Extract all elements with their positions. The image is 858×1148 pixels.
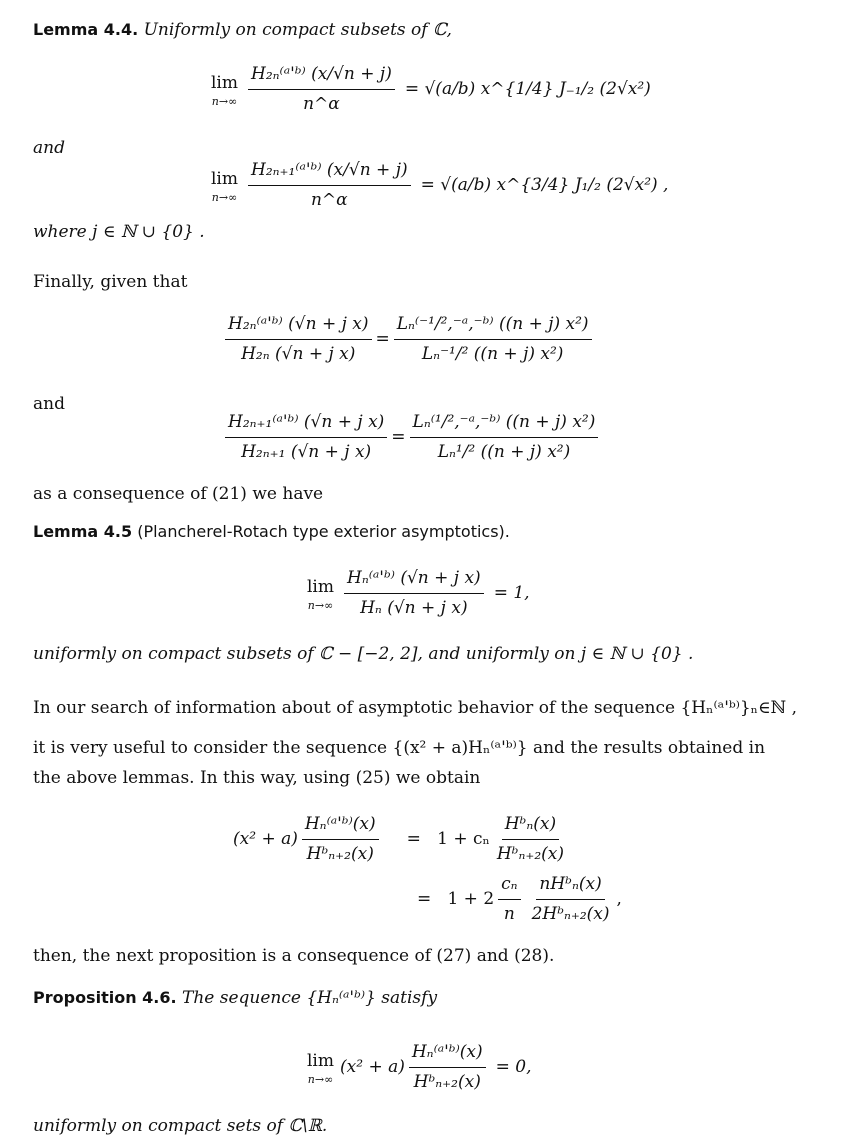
fraction: $\frac{\text{Hₙ⁽ᵃ'ᵇ⁾ (√n + j x)}}{\text{Hₙ (√n + j x)}}$ <box>344 566 484 620</box>
lemma-4-4-heading: Lemma 4.4. <box>33 20 139 39</box>
equation-rhs: = √(a/b) x^{1/4} J₋₁/₂ (2√x²) <box>404 78 651 99</box>
discussion-line-3: the above lemmas. In this way, using (25) we obtain <box>33 768 481 788</box>
fraction: $\frac{\text{Hₙ⁽ᵃ'ᵇ⁾(x)}}{\text{Hᵇₙ₊₂(x)}}$ <box>409 1040 486 1094</box>
lemma-4-5-title: (Plancherel-Rotach type exterior asymptotics). <box>132 522 510 541</box>
where-clause: where j ∈ ℕ ∪ {0} . <box>33 222 205 242</box>
fraction-left: $\frac{\text{H₂ₙ₊₁⁽ᵃ'ᵇ⁾ (√n + j x)}}{\text{H₂ₙ₊₁ (√n + j x)}}$ <box>225 410 387 464</box>
limit-operator: lim n→∞ <box>211 169 238 204</box>
equation-lemma-4-4-even <box>211 62 651 116</box>
equation-aligned-row-2: = 1 + 2 $\frac{\text{cₙ}}{n}$ $\frac{\text{nHᵇₙ(x)}}{\text{2Hᵇₙ₊₂(x)}}$ , <box>417 872 622 926</box>
proposition-4-6-statement <box>33 986 833 1011</box>
equation-rhs: = 1, <box>493 582 530 603</box>
final-uniformity: uniformly on compact sets of ℂ\ℝ. <box>33 1116 328 1136</box>
discussion-line-2: it is very useful to consider the sequence {(x² + a)Hₙ⁽ᵃ'ᵇ⁾} and the results obtained in <box>33 738 766 758</box>
discussion-line-1: In our search of information about of asymptotic behavior of the sequence {Hₙ⁽ᵃ'ᵇ⁾}ₙ∈ℕ , <box>33 698 797 718</box>
proposition-4-6-heading: Proposition 4.6. <box>33 988 177 1007</box>
connector-and-2: and <box>33 394 65 414</box>
equation-lemma-4-5 <box>307 566 530 620</box>
fraction: $\frac{\text{cₙ}}{n}$ <box>498 872 520 926</box>
proposition-4-6-text: The sequence {Hₙ⁽ᵃ'ᵇ⁾} satisfy <box>181 988 438 1008</box>
then-text: then, the next proposition is a consequence of (27) and (28). <box>33 946 555 966</box>
fraction: $\frac{\text{nHᵇₙ(x)}}{\text{2Hᵇₙ₊₂(x)}}$ <box>531 874 610 924</box>
fraction: $\frac{\text{Hᵇₙ(x)}}{\text{Hᵇₙ₊₂(x)}}$ <box>496 814 564 864</box>
equation-aligned-row-1: (x² + a) $\frac{\text{Hₙ⁽ᵃ'ᵇ⁾(x)}}{\text{Hᵇₙ₊₂(x)}}$ = 1 + cₙ $\frac{\text{Hᵇₙ(x)}}{\text{Hᵇₙ₊₂(x)}}$ <box>233 812 571 866</box>
fraction: $\frac{\text{H₂ₙ₊₁⁽ᵃ'ᵇ⁾ (x/√n + j)}}{n\^{}\alpha}$ <box>248 158 411 212</box>
fraction-right: $\frac{\text{Lₙ⁽⁻¹/²,⁻ᵃ,⁻ᵇ⁾ ((n + j) x²)}}{\text{Lₙ⁻¹/² ((n + j) x²)}}$ <box>394 312 592 366</box>
equals-sign: = <box>375 328 390 349</box>
fraction: $\frac{\text{Hₙ⁽ᵃ'ᵇ⁾(x)}}{\text{Hᵇₙ₊₂(x)}}$ <box>302 812 379 866</box>
lemma-4-5-uniformity: uniformly on compact subsets of ℂ − [−2, 2], and uniformly on j ∈ ℕ ∪ {0} . <box>33 644 694 664</box>
limit-operator: lim n→∞ <box>307 1051 334 1086</box>
limit-operator: lim n→∞ <box>307 577 334 612</box>
equation-ratio-odd <box>221 410 602 464</box>
fraction-left: $\frac{\text{H₂ₙ⁽ᵃ'ᵇ⁾ (√n + j x)}}{\text{H₂ₙ (√n + j x)}}$ <box>225 312 372 366</box>
fraction-right: $\frac{\text{Lₙ⁽¹/²,⁻ᵃ,⁻ᵇ⁾ ((n + j) x²)}}{\text{Lₙ¹/² ((n + j) x²)}}$ <box>410 410 599 464</box>
lemma-4-5-heading: Lemma 4.5 <box>33 522 133 541</box>
paper-page <box>33 0 833 1148</box>
equation-proposition-4-6: lim n→∞ (x² + a) $\frac{\text{Hₙ⁽ᵃ'ᵇ⁾(x)}}{\text{Hᵇₙ₊₂(x)}}$ = 0, <box>307 1040 532 1094</box>
equation-lemma-4-4-odd <box>211 158 668 212</box>
connector-and: and <box>33 138 65 158</box>
consequence-text: as a consequence of (21) we have <box>33 484 324 504</box>
equation-rhs: = √(a/b) x^{3/4} J₁/₂ (2√x²) , <box>420 174 669 195</box>
equation-rhs: = 0, <box>495 1056 532 1077</box>
fraction: $\frac{\text{H₂ₙ⁽ᵃ'ᵇ⁾ (x/√n + j)}}{n\^{}\alpha}$ <box>248 62 395 116</box>
finally-text: Finally, given that <box>33 272 188 292</box>
lemma-4-4-text: Uniformly on compact subsets of ℂ, <box>143 20 452 40</box>
lemma-4-5-statement <box>33 520 833 545</box>
equation-ratio-even <box>221 312 596 366</box>
limit-operator: lim n→∞ <box>211 73 238 108</box>
lemma-4-4-statement <box>33 18 833 43</box>
equals-sign: = <box>391 426 406 447</box>
